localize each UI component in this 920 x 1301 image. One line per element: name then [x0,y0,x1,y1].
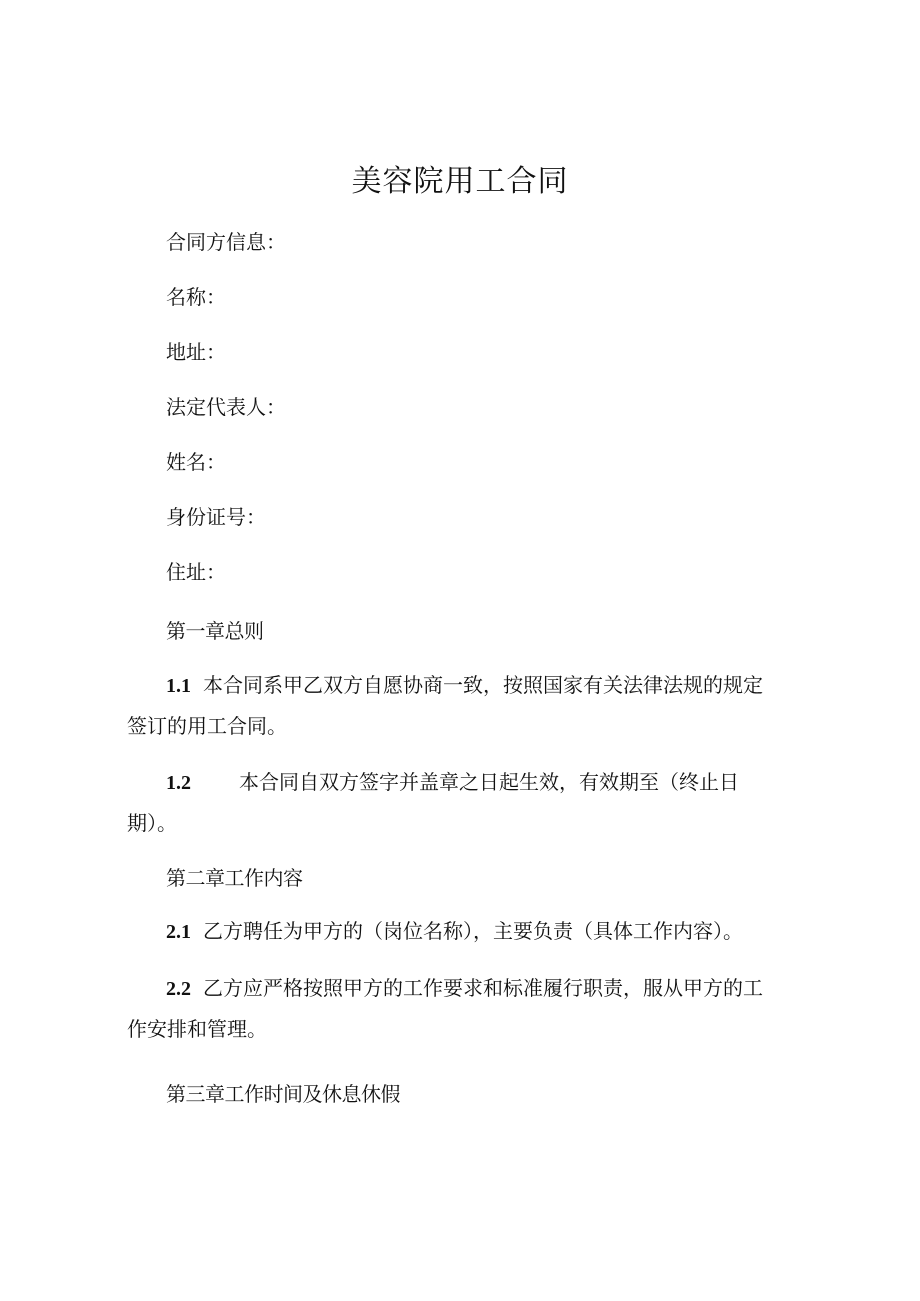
clause-1-2-continuation: 期）。 [127,811,177,835]
name-label: 名称： [166,285,226,309]
chapter-2-heading: 第二章工作内容 [166,866,303,890]
clause-1-1 [127,665,777,746]
clause-number: 1.1 [166,675,191,697]
residence-label: 住址： [166,560,226,584]
address-label: 地址： [166,340,226,364]
clause-text: 本合同系甲乙双方自愿协商一致，按照国家有关法律法规的规定 [203,673,763,697]
clause-1-1-continuation: 签订的用工合同。 [127,714,287,738]
legal-representative-label: 法定代表人： [166,395,286,419]
clause-1-2 [127,762,777,843]
document-title: 美容院用工合同 [351,164,569,199]
id-number-label: 身份证号： [166,505,266,529]
clause-number: 2.2 [166,978,191,1000]
chapter-3-heading: 第三章工作时间及休息休假 [166,1082,400,1106]
clause-2-2 [127,968,777,1049]
clause-2-1-first-line [127,911,777,952]
chapter-1-heading: 第一章总则 [166,619,264,643]
clause-text: 乙方聘任为甲方的（岗位名称），主要负责（具体工作内容）。 [203,919,743,943]
party-info-heading: 合同方信息： [166,230,286,254]
clause-text: 乙方应严格按照甲方的工作要求和标准履行职责，服从甲方的工 [203,976,763,1000]
clause-2-1 [127,911,777,952]
person-name-label: 姓名： [166,450,226,474]
clause-2-2-continuation: 作安排和管理。 [127,1017,267,1041]
clause-1-2-first-line [127,762,777,803]
clause-2-2-first-line [127,968,777,1009]
clause-number: 1.2 [166,772,191,794]
clause-number: 2.1 [166,921,191,943]
clause-1-1-first-line [127,665,777,706]
clause-text: 本合同自双方签字并盖章之日起生效，有效期至（终止日 [239,770,739,794]
